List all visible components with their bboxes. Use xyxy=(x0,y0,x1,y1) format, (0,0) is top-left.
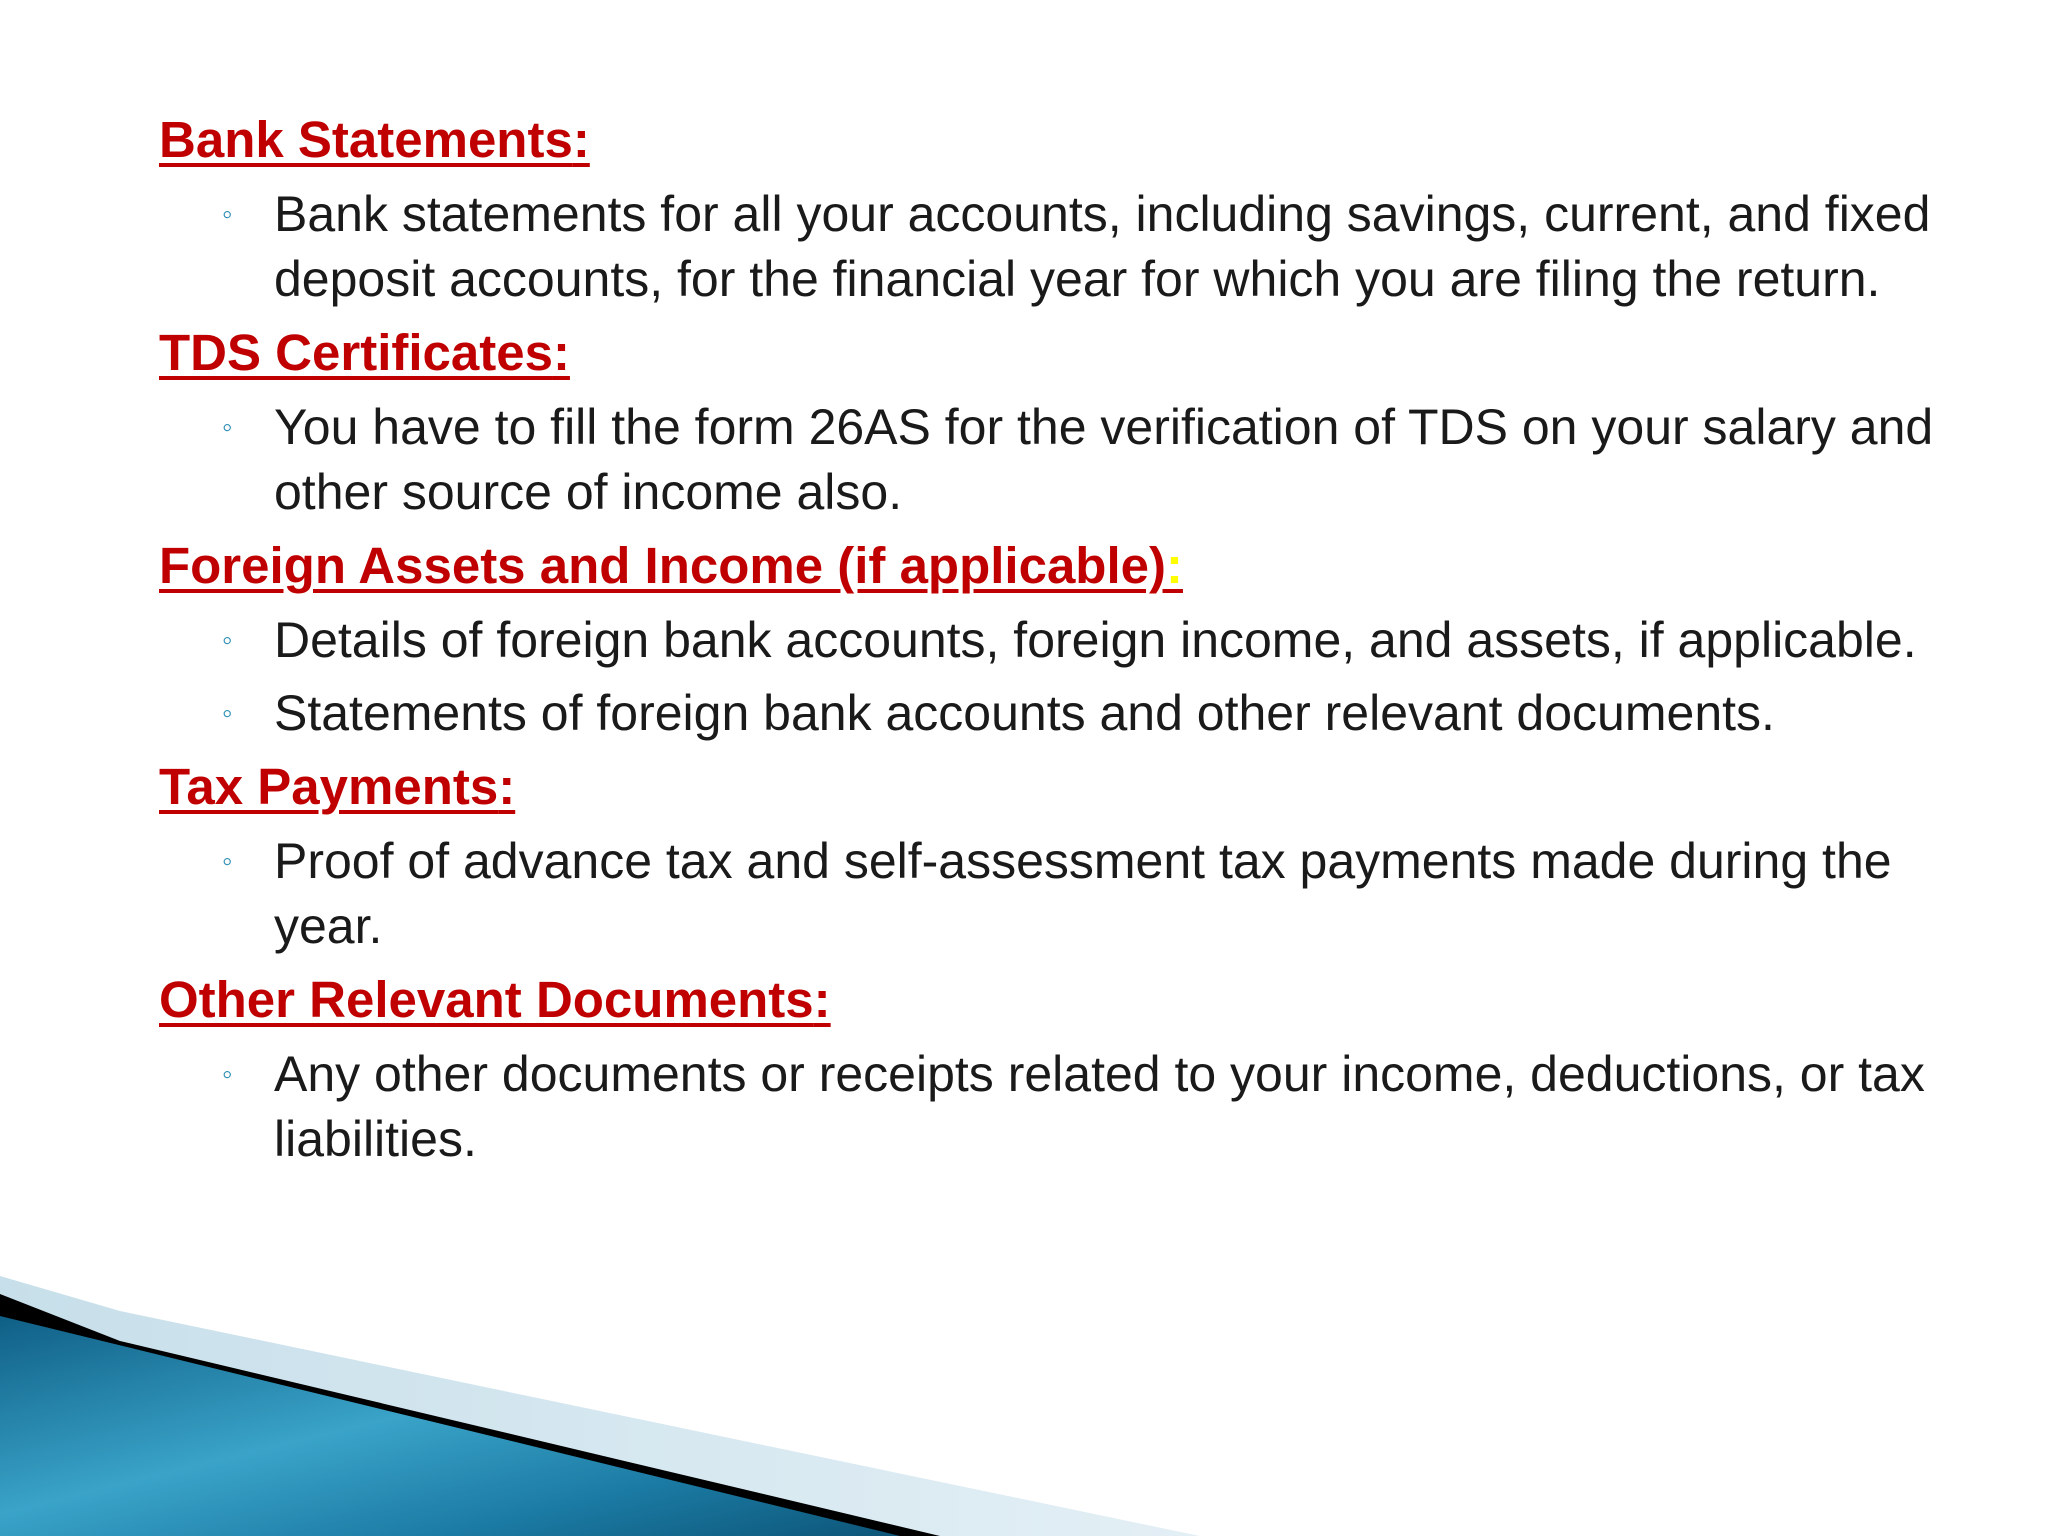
bullet-circle-icon: ◦ xyxy=(222,198,233,231)
list-item xyxy=(159,1042,1979,1172)
bullet-text: Any other documents or receipts related to your income, deductions, or tax liabilities. xyxy=(274,1046,1925,1167)
bullet-circle-icon: ◦ xyxy=(222,1058,233,1091)
bullet-text: Statements of foreign bank accounts and other relevant documents. xyxy=(274,685,1775,741)
bullet-text: You have to fill the form 26AS for the verification of TDS on your salary and other source of income also. xyxy=(274,399,1934,520)
bullet-list xyxy=(159,395,1979,525)
bullet-list xyxy=(159,829,1979,959)
heading-text: Bank Statements xyxy=(159,111,573,168)
list-item xyxy=(159,182,1979,312)
bullet-circle-icon: ◦ xyxy=(222,845,233,878)
section-tax-payments xyxy=(159,755,1979,959)
list-item xyxy=(159,829,1979,959)
section-other-documents xyxy=(159,968,1979,1172)
list-item xyxy=(159,681,1979,746)
section-heading xyxy=(159,108,1979,182)
section-tds-certificates xyxy=(159,321,1979,525)
heading-text: TDS Certificates xyxy=(159,324,553,381)
bullet-circle-icon: ◦ xyxy=(222,624,233,657)
list-item xyxy=(159,395,1979,525)
bullet-text: Bank statements for all your accounts, including savings, current, and fixed deposit accounts, for the financial year for which you are filing the return. xyxy=(274,186,1931,307)
heading-colon-highlighted: : xyxy=(1165,537,1183,594)
section-bank-statements xyxy=(159,108,1979,312)
bullet-text: Details of foreign bank accounts, foreign income, and assets, if applicable. xyxy=(274,612,1917,668)
section-foreign-assets xyxy=(159,534,1979,746)
section-heading xyxy=(159,321,1979,395)
bullet-text: Proof of advance tax and self-assessment tax payments made during the year. xyxy=(274,833,1892,954)
heading-text: Foreign Assets and Income (if applicable) xyxy=(159,537,1166,594)
heading-colon: : xyxy=(572,111,590,168)
heading-colon: : xyxy=(498,758,516,815)
section-heading xyxy=(159,968,1979,1042)
bullet-list xyxy=(159,608,1979,746)
section-heading xyxy=(159,755,1979,829)
list-item xyxy=(159,608,1979,673)
heading-text: Other Relevant Documents xyxy=(159,971,814,1028)
heading-colon: : xyxy=(552,324,570,381)
decorative-swoosh xyxy=(0,1276,2048,1536)
bullet-list xyxy=(159,1042,1979,1172)
bullet-circle-icon: ◦ xyxy=(222,411,233,444)
slide-content xyxy=(159,108,1979,1181)
swoosh-blue-band xyxy=(0,1316,900,1536)
heading-colon: : xyxy=(813,971,831,1028)
bullet-circle-icon: ◦ xyxy=(222,697,233,730)
bullet-list xyxy=(159,182,1979,312)
section-heading xyxy=(159,534,1979,608)
heading-text: Tax Payments xyxy=(159,758,499,815)
